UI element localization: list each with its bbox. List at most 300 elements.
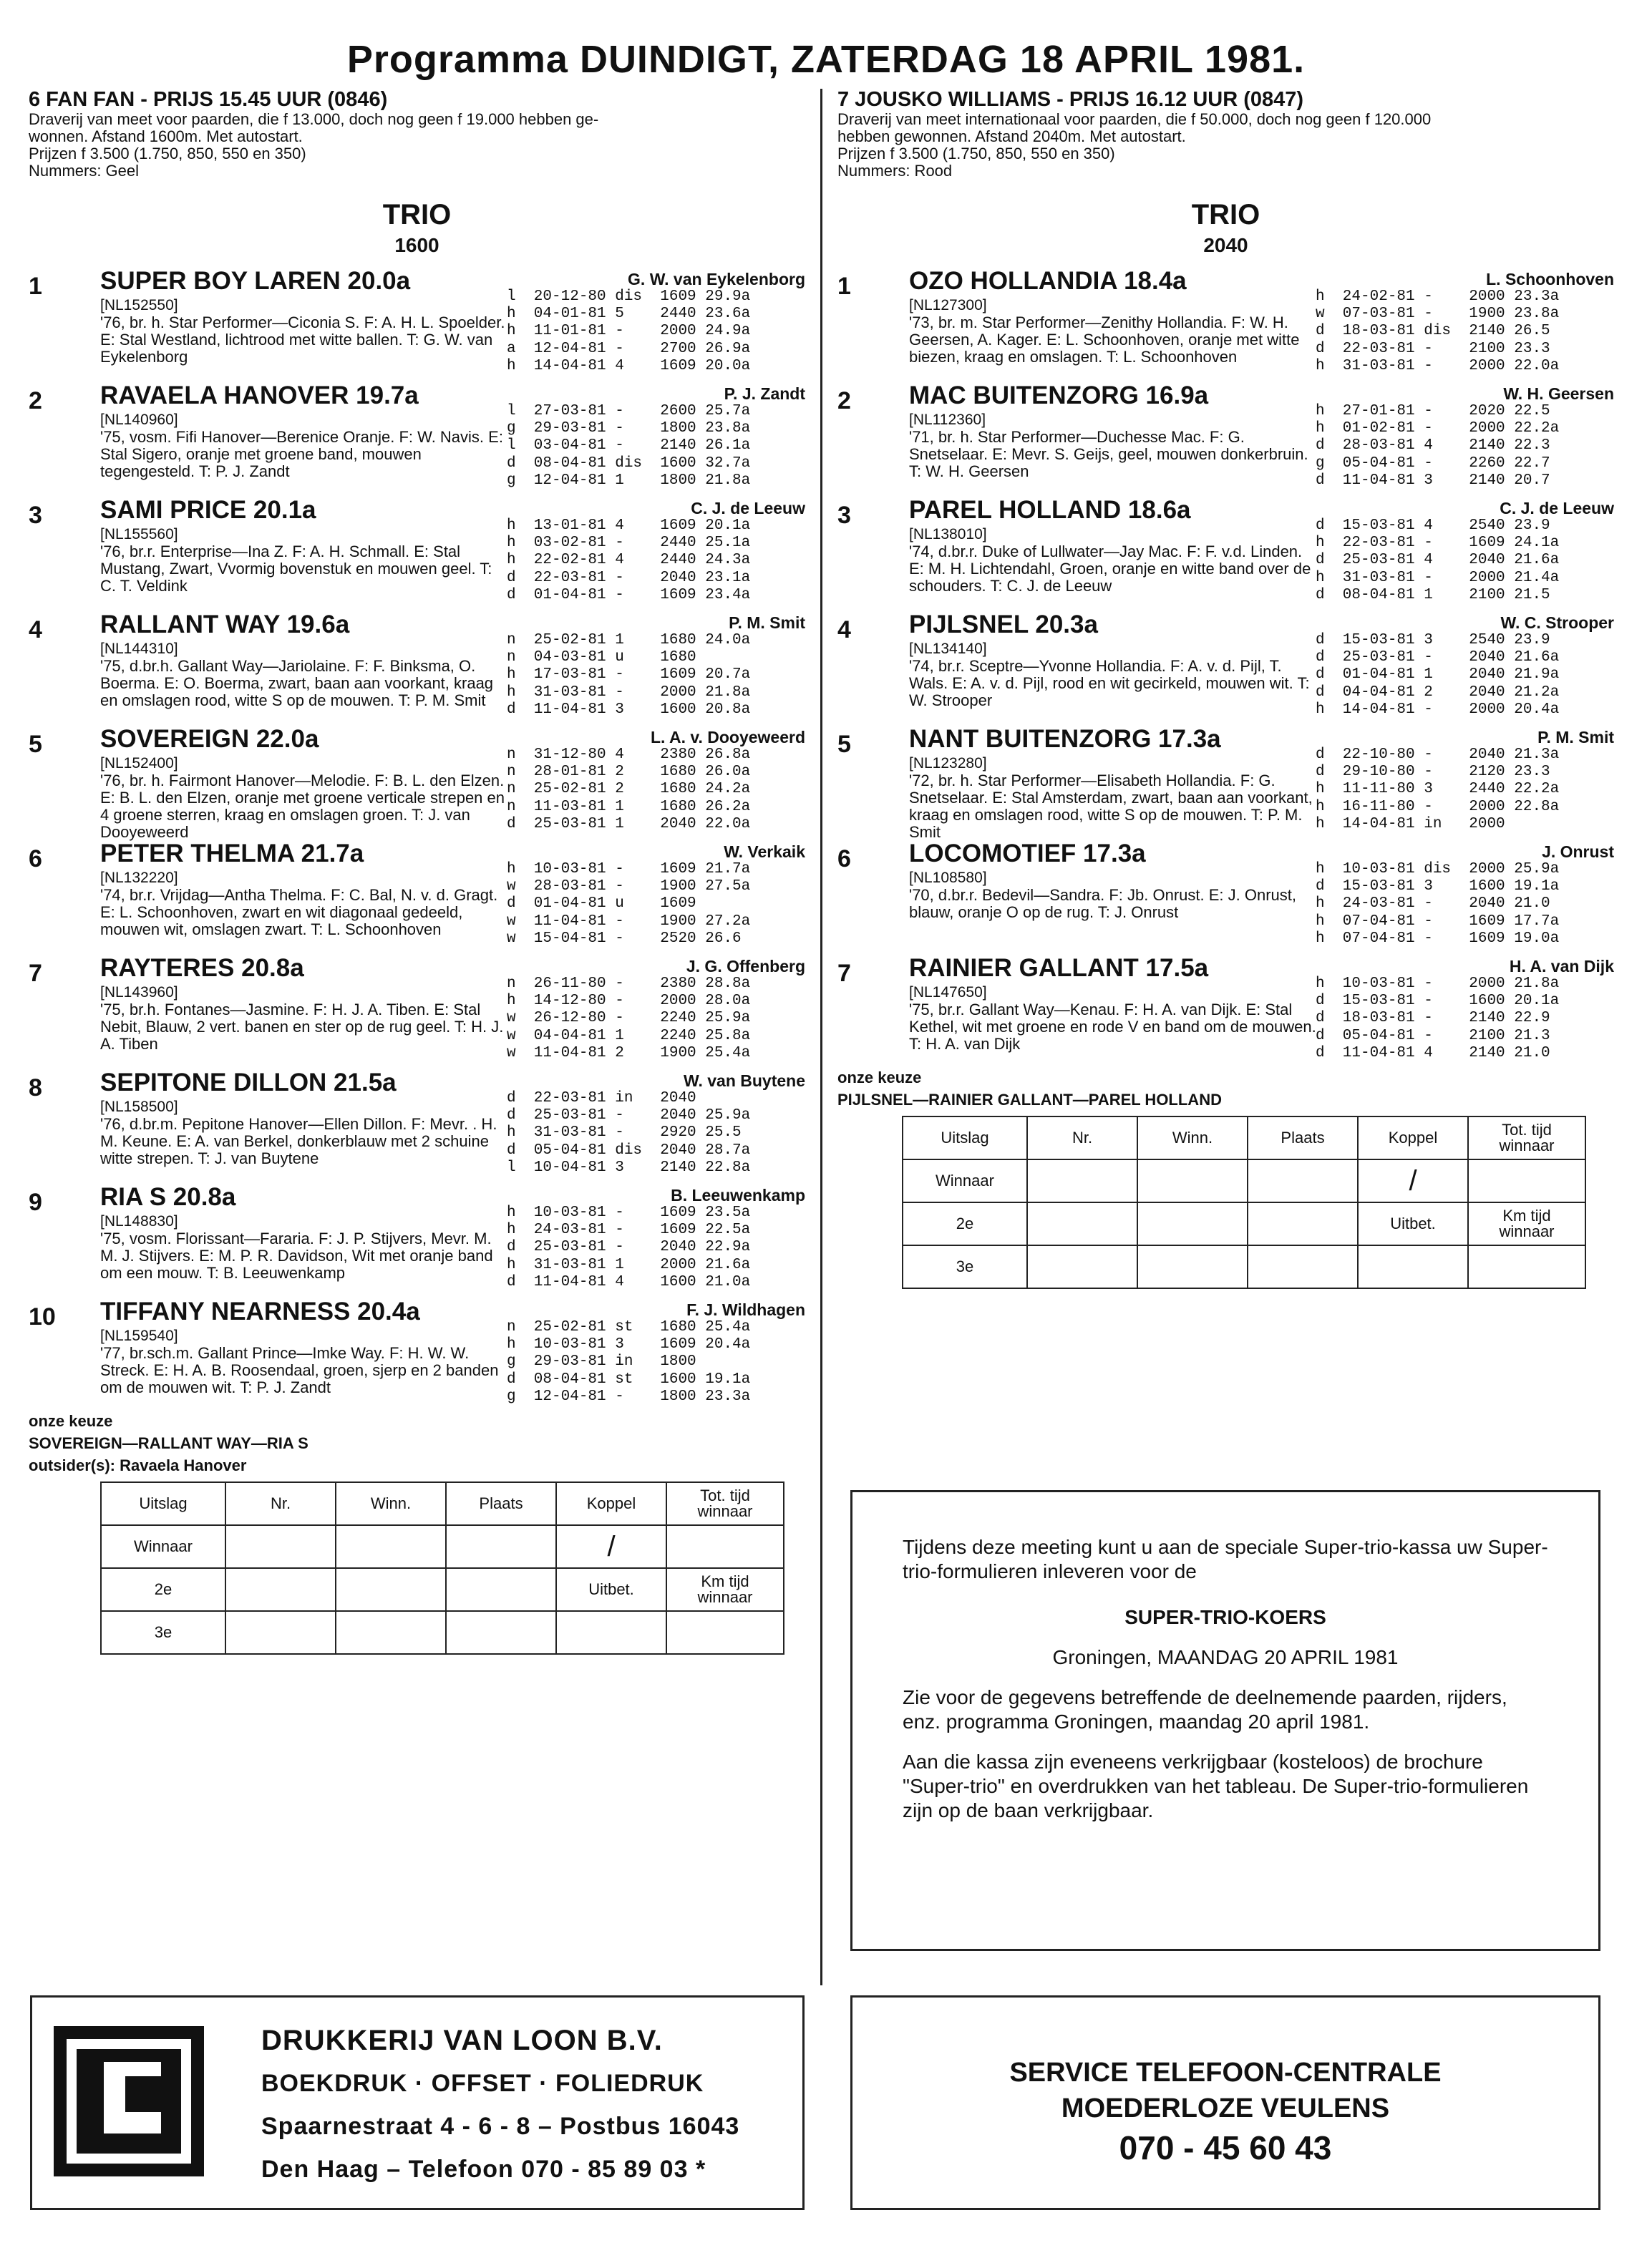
result-line: d 15-03-81 3 1600 19.1a (1316, 878, 1560, 895)
result-line: h 31-03-81 - 2000 22.0a (1316, 357, 1560, 374)
horse-entry (837, 496, 1614, 603)
result-line: d 08-04-81 dis 1600 32.7a (507, 454, 751, 472)
result-line: d 08-04-81 st 1600 19.1a (507, 1371, 751, 1388)
result-line: h 16-11-80 - 2000 22.8a (1316, 798, 1560, 815)
bet-table-header: Tot. tijd winnaar (1468, 1116, 1585, 1159)
horse-entry (837, 954, 1614, 1061)
result-line: d 05-04-81 dis 2040 28.7a (507, 1142, 751, 1159)
horse-results (1316, 517, 1559, 604)
result-line: a 12-04-81 - 2700 26.9a (507, 340, 751, 357)
bet-table-cell (556, 1611, 666, 1654)
bet-table-input-cell[interactable] (225, 1525, 336, 1568)
bet-table-input-cell[interactable] (1468, 1159, 1585, 1202)
result-line: h 31-03-81 1 2000 21.6a (507, 1256, 751, 1273)
bet-table-cell (666, 1611, 784, 1654)
info-date: Groningen, MAANDAG 20 APRIL 1981 (1052, 1646, 1399, 1668)
horse-description: '72, br. h. Star Performer—Elisabeth Hollandia. F: G. Snetselaar. E: Stal Amsterdam, zwart, baan aan voorkant, kraag en omslagen rood, witte S op de mouwen. T: P. M. Smit (909, 772, 1313, 841)
race-7-column (837, 89, 1614, 1289)
outsider-picks: outsider(s): Ravaela Hanover (29, 1456, 247, 1474)
bet-table-input-cell[interactable] (1027, 1245, 1137, 1288)
horse-name: TIFFANY NEARNESS 20.4a (100, 1298, 420, 1325)
bet-table-row (101, 1611, 784, 1654)
bet-table-input-cell[interactable] (446, 1525, 556, 1568)
trainer-name: W. van Buytene (684, 1071, 805, 1090)
trainer-name: W. H. Geersen (1503, 384, 1614, 403)
bet-table-input-cell[interactable] (1027, 1159, 1137, 1202)
uitbet-label: Uitbet. (1358, 1202, 1468, 1245)
result-line: d 25-03-81 - 2040 25.9a (507, 1107, 751, 1124)
result-line: w 07-03-81 - 1900 23.8a (1316, 306, 1560, 323)
race-conditions: Draverij van meet internationaal voor paarden, die f 50.000, doch nog geen f 120.000 (837, 110, 1432, 128)
result-line: n 25-02-81 st 1680 25.4a (507, 1319, 751, 1335)
race-conditions: hebben gewonnen. Afstand 2040m. Met autostart. (837, 127, 1186, 145)
result-line: l 03-04-81 - 2140 26.1a (507, 437, 751, 454)
horse-code: [NL140960] (100, 412, 178, 428)
horse-number: 1 (29, 273, 42, 300)
horse-number: 3 (29, 502, 42, 529)
service-subtitle: MOEDERLOZE VEULENS (1061, 2093, 1390, 2123)
horse-entry (29, 1069, 805, 1176)
bet-table-row-label: 2e (903, 1202, 1027, 1245)
horse-entry (29, 1298, 805, 1405)
horse-name: SAMI PRICE 20.1a (100, 496, 316, 524)
column-divider (820, 89, 822, 1985)
result-line: d 15-03-81 3 2540 23.9 (1316, 632, 1550, 648)
result-line: h 24-02-81 - 2000 23.3a (1316, 288, 1560, 305)
horse-name: RAVAELA HANOVER 19.7a (100, 381, 419, 409)
horse-results (1316, 975, 1559, 1062)
service-title: SERVICE TELEFOON-CENTRALE (1009, 2058, 1442, 2088)
km-tijd-label: Km tijd winnaar (666, 1568, 784, 1611)
horse-description: '74, d.br.r. Duke of Lullwater—Jay Mac. F: F. v.d. Linden. E: M. H. Lichtendahl, Groen, oranje en witte band over de schouders. T: C. J. de Leeuw (909, 542, 1311, 595)
horse-code: [NL138010] (909, 526, 987, 542)
trainer-name: G. W. van Eykelenborg (628, 270, 805, 288)
horse-number: 2 (29, 387, 42, 414)
bet-table-header: Uitslag (903, 1116, 1027, 1159)
bet-table-input-cell[interactable] (446, 1611, 556, 1654)
bet-table-input-cell[interactable] (336, 1568, 446, 1611)
horse-number: 8 (29, 1074, 42, 1101)
result-line: d 01-04-81 u 1609 (507, 895, 696, 913)
bet-table-row-label: 3e (903, 1245, 1027, 1288)
horse-entry (29, 840, 805, 947)
horse-number: 6 (29, 845, 42, 872)
keuze-label: onze keuze (837, 1069, 922, 1086)
horse-code: [NL143960] (100, 984, 178, 1001)
horse-code: [NL148830] (100, 1213, 178, 1230)
bet-table-row-label: Winnaar (101, 1525, 225, 1568)
result-line: d 25-03-81 1 2040 22.0a (507, 815, 751, 832)
trio-label: TRIO (382, 199, 452, 230)
result-line: h 22-02-81 4 2440 24.3a (507, 552, 751, 569)
horse-entry (29, 954, 805, 1061)
result-line: d 04-04-81 2 2040 21.2a (1316, 683, 1560, 701)
result-line: h 03-02-81 - 2440 25.1a (507, 535, 751, 552)
bet-table-input-cell[interactable] (1248, 1245, 1358, 1288)
horse-name: PETER THELMA 21.7a (100, 840, 364, 867)
result-line: d 25-03-81 - 2040 22.9a (507, 1239, 751, 1256)
horse-number: 6 (837, 845, 851, 872)
horse-results (507, 517, 750, 604)
bet-table-row (903, 1159, 1585, 1202)
horse-code: [NL134140] (909, 641, 987, 657)
horse-entry (29, 725, 805, 841)
horse-code: [NL147650] (909, 984, 987, 1001)
horse-results (507, 746, 750, 833)
bet-table-row-label: Winnaar (903, 1159, 1027, 1202)
horse-results (1316, 746, 1559, 833)
result-line: h 10-03-81 - 2000 21.8a (1316, 975, 1560, 992)
horse-description: '76, br. h. Fairmont Hanover—Melodie. F: B. L. den Elzen. E: B. L. den Elzen, oranje met groene verticale strepen en 4 groene sterren, kraag en omslagen groen. T: J. van Dooyeweerd (100, 772, 505, 841)
result-line: d 05-04-81 - 2100 21.3 (1316, 1027, 1550, 1044)
service-ad (850, 1995, 1600, 2210)
bet-table-row (101, 1525, 784, 1568)
result-line: w 28-03-81 - 1900 27.5a (507, 878, 751, 895)
result-line: h 17-03-81 - 1609 20.7a (507, 666, 751, 683)
trainer-name: W. Verkaik (724, 842, 805, 861)
drukkerij-name: DRUKKERIJ VAN LOON B.V. (261, 2025, 663, 2056)
horse-results (1316, 288, 1559, 375)
bet-table-input-cell[interactable] (1027, 1202, 1137, 1245)
horse-number: 5 (29, 731, 42, 758)
horse-entry (837, 381, 1614, 489)
result-line: h 31-03-81 - 2000 21.4a (1316, 569, 1560, 586)
result-line: n 11-03-81 1 1680 26.2a (507, 798, 751, 815)
trainer-name: W. C. Strooper (1500, 613, 1614, 632)
trio-label: TRIO (1191, 199, 1260, 230)
bet-table-header: Plaats (1248, 1116, 1358, 1159)
horse-name: OZO HOLLANDIA 18.4a (909, 267, 1187, 295)
trainer-name: J. G. Offenberg (686, 957, 805, 975)
result-line: h 24-03-81 - 1609 22.5a (507, 1222, 751, 1239)
horse-name: SUPER BOY LAREN 20.0a (100, 267, 411, 295)
result-line: d 29-10-80 - 2120 23.3 (1316, 764, 1550, 781)
result-line: n 04-03-81 u 1680 (507, 649, 696, 666)
horse-description: '77, br.sch.m. Gallant Prince—Imke Way. F: H. W. W. Streck. E: H. A. B. Roosendaal, groen, sjerp en 2 banden om de mouwen wit. T: P. J. Zandt (100, 1344, 499, 1396)
bet-table-input-cell[interactable] (336, 1525, 446, 1568)
horse-name: RALLANT WAY 19.6a (100, 610, 350, 638)
bet-table-header: Tot. tijd winnaar (666, 1482, 784, 1525)
horse-entry (837, 267, 1614, 374)
result-line: h 10-03-81 - 1609 23.5a (507, 1205, 751, 1221)
result-line: d 25-03-81 - 2040 21.6a (1316, 649, 1560, 666)
horse-description: '73, br. m. Star Performer—Zenithy Hollandia. F: W. H. Geersen, A. Kager. E: L. Schoonhoven, oranje met witte biezen, kraag en omslagen. T: L. Schoonhoven (909, 313, 1300, 366)
result-line: h 07-04-81 - 1609 19.0a (1316, 930, 1560, 947)
result-line: d 22-03-81 - 2040 23.1a (507, 569, 751, 586)
bet-table-input-cell[interactable] (446, 1568, 556, 1611)
horse-description: '70, d.br.r. Bedevil—Sandra. F: Jb. Onrust. E: J. Onrust, blauw, oranje O op de rug. T: J. Onrust (909, 886, 1296, 921)
horse-description: '71, br. h. Star Performer—Duchesse Mac. F: G. Snetselaar. E: Mevr. S. Geijs, geel, mouwen donkerbruin. T: W. H. Geersen (909, 428, 1308, 480)
race-header: 7 JOUSKO WILLIAMS - PRIJS 16.12 UUR (0847) (837, 88, 1304, 111)
race-distance: 2040 (1203, 234, 1248, 256)
bet-table-header: Koppel (556, 1482, 666, 1525)
bet-table-input-cell[interactable] (225, 1568, 336, 1611)
horse-name: LOCOMOTIEF 17.3a (909, 840, 1146, 867)
result-line: h 04-01-81 5 2440 23.6a (507, 306, 751, 323)
result-line: d 11-04-81 3 2140 20.7 (1316, 472, 1550, 489)
result-line: n 31-12-80 4 2380 26.8a (507, 746, 751, 763)
result-line: h 14-04-81 - 2000 20.4a (1316, 701, 1560, 718)
horse-number: 3 (837, 502, 851, 529)
result-line: h 31-03-81 - 2000 21.8a (507, 683, 751, 701)
race-header: 6 FAN FAN - PRIJS 15.45 UUR (0846) (29, 88, 388, 111)
horse-description: '74, br.r. Sceptre—Yvonne Hollandia. F: A. v. d. Pijl, T. Wals. E: A. v. d. Pijl, rood en wit gecirkeld, mouwen wit. T: W. Strooper (909, 657, 1310, 709)
result-line: g 12-04-81 - 1800 23.3a (507, 1388, 751, 1405)
bet-table-input-cell[interactable] (666, 1525, 784, 1568)
bet-table-header: Winn. (336, 1482, 446, 1525)
horse-name: PAREL HOLLAND 18.6a (909, 496, 1191, 524)
horse-results (1316, 632, 1559, 719)
result-line: h 10-03-81 - 1609 21.7a (507, 861, 751, 877)
result-line: h 01-02-81 - 2000 22.2a (1316, 420, 1560, 437)
race-distance: 1600 (394, 234, 439, 256)
horse-results (507, 975, 750, 1062)
result-line: d 22-03-81 - 2100 23.3 (1316, 340, 1550, 357)
bet-table-input-cell[interactable] (1248, 1202, 1358, 1245)
bet-table-header-row (903, 1116, 1585, 1159)
horse-name: SEPITONE DILLON 21.5a (100, 1069, 397, 1096)
result-line: d 15-03-81 - 1600 20.1a (1316, 993, 1560, 1010)
bet-table-cell (1358, 1245, 1468, 1288)
koppel-mark: / (556, 1525, 666, 1568)
bet-table (100, 1481, 784, 1655)
keuze-label: onze keuze (29, 1412, 113, 1430)
result-line: h 31-03-81 - 2920 25.5 (507, 1124, 742, 1142)
horse-code: [NL108580] (909, 870, 987, 886)
horse-entry (837, 840, 1614, 947)
horse-description: '75, br.r. Gallant Way—Kenau. F: H. A. van Dijk. E: Stal Kethel, wit met groene en rode V en band om de mouwen. T: H. A. van Dijk (909, 1001, 1316, 1053)
horse-number: 9 (29, 1189, 42, 1216)
horse-name: RAYTERES 20.8a (100, 954, 304, 982)
horse-results (1316, 861, 1559, 948)
info-intro: Tijdens deze meeting kunt u aan de speciale Super-trio-kassa uw Super-trio-formulieren inleveren voor de (903, 1536, 1548, 1582)
result-line: d 08-04-81 1 2100 21.5 (1316, 586, 1550, 603)
result-line: h 11-01-81 - 2000 24.9a (507, 323, 751, 340)
horse-number: 2 (837, 387, 851, 414)
horse-description: '75, d.br.h. Gallant Way—Jariolaine. F: F. Binksma, O. Boerma. E: O. Boerma, zwart, baan aan voorkant, kraag en omslagen rood, witte S op de mouwen. T: P. M. Smit (100, 657, 494, 709)
bet-table-input-cell[interactable] (1137, 1202, 1248, 1245)
horse-name: NANT BUITENZORG 17.3a (909, 725, 1221, 753)
bet-table-input-cell[interactable] (225, 1611, 336, 1654)
trainer-name: J. Onrust (1542, 842, 1614, 861)
horse-code: [NL155560] (100, 526, 178, 542)
bet-table-input-cell[interactable] (336, 1611, 446, 1654)
keuze-picks: SOVEREIGN—RALLANT WAY—RIA S (29, 1434, 308, 1452)
service-phone: 070 - 45 60 43 (1119, 2129, 1332, 2166)
horse-name: RIA S 20.8a (100, 1183, 236, 1211)
result-line: h 14-04-81 4 1609 20.0a (507, 357, 751, 374)
uitbet-label: Uitbet. (556, 1568, 666, 1611)
trainer-name: H. A. van Dijk (1509, 957, 1614, 975)
horse-number: 1 (837, 273, 851, 300)
horse-number: 5 (837, 731, 851, 758)
result-line: g 29-03-81 in 1800 (507, 1353, 696, 1371)
result-line: d 22-03-81 in 2040 (507, 1090, 696, 1106)
trainer-name: C. J. de Leeuw (691, 499, 805, 517)
bet-table-row (903, 1202, 1585, 1245)
race-conditions: wonnen. Afstand 1600m. Met autostart. (29, 127, 303, 145)
horse-code: [NL132220] (100, 870, 178, 886)
result-line: g 12-04-81 1 1800 21.8a (507, 472, 751, 489)
horse-number: 4 (29, 616, 42, 643)
trainer-name: L. Schoonhoven (1486, 270, 1614, 288)
horse-number: 10 (29, 1303, 56, 1330)
horse-results (1316, 403, 1559, 490)
result-line: h 07-04-81 - 1609 17.7a (1316, 913, 1560, 930)
horse-results (507, 1319, 750, 1406)
horse-number: 7 (837, 960, 851, 987)
km-tijd-label: Km tijd winnaar (1468, 1202, 1585, 1245)
result-line: n 26-11-80 - 2380 28.8a (507, 975, 751, 992)
info-brochure: Aan die kassa zijn eveneens verkrijgbaar (kosteloos) de brochure "Super-trio" en overdrukken van het tableau. De Super-trio-formulieren zijn op de baan verkrijgbaar. (903, 1751, 1529, 1821)
result-line: h 27-01-81 - 2020 22.5 (1316, 403, 1550, 419)
koppel-mark: / (1358, 1159, 1468, 1202)
drukkerij-ad (30, 1995, 805, 2210)
result-line: h 14-04-81 in 2000 (1316, 815, 1505, 832)
horse-code: [NL158500] (100, 1099, 178, 1115)
horse-entry (837, 725, 1614, 841)
horse-code: [NL152550] (100, 297, 178, 313)
horse-description: '75, br.h. Fontanes—Jasmine. F: H. J. A. Tiben. E: Stal Nebit, Blauw, 2 vert. banen en ster op de rug geel. T: H. J. A. Tiben (100, 1001, 504, 1053)
horse-description: '76, br. h. Star Performer—Ciconia S. F: A. H. L. Spoelder. E: Stal Westland, lichtrood met witte ballen. T: G. W. van Eykelenborg (100, 313, 505, 366)
result-line: w 26-12-80 - 2240 25.9a (507, 1010, 751, 1027)
bet-table-row-label: 3e (101, 1611, 225, 1654)
result-line: d 15-03-81 4 2540 23.9 (1316, 517, 1550, 534)
result-line: d 01-04-81 - 1609 23.4a (507, 586, 751, 603)
keuze-picks: PIJLSNEL—RAINIER GALLANT—PAREL HOLLAND (837, 1091, 1222, 1109)
result-line: h 14-12-80 - 2000 28.0a (507, 993, 751, 1010)
result-line: w 11-04-81 2 1900 25.4a (507, 1044, 751, 1061)
horse-entry (29, 1183, 805, 1290)
result-line: d 11-04-81 3 1600 20.8a (507, 701, 751, 718)
bet-table-header: Uitslag (101, 1482, 225, 1525)
horse-entry (837, 610, 1614, 718)
horse-results (507, 403, 750, 490)
drukkerij-address: Spaarnestraat 4 - 6 - 8 – Postbus 16043 (261, 2113, 740, 2140)
result-line: d 28-03-81 4 2140 22.3 (1316, 437, 1550, 454)
horse-name: PIJLSNEL 20.3a (909, 610, 1098, 638)
bet-table-row (101, 1568, 784, 1611)
horse-entry (29, 267, 805, 374)
result-line: n 25-02-81 1 1680 24.0a (507, 632, 751, 648)
trainer-name: L. A. v. Dooyeweerd (651, 728, 805, 746)
bet-table-input-cell[interactable] (1137, 1245, 1248, 1288)
horse-results (507, 288, 750, 375)
result-line: d 22-10-80 - 2040 21.3a (1316, 746, 1560, 763)
result-line: n 28-01-81 2 1680 26.0a (507, 764, 751, 781)
trainer-name: P. M. Smit (1537, 728, 1614, 746)
horse-number: 4 (837, 616, 851, 643)
info-details: Zie voor de gegevens betreffende de deelnemende paarden, rijders, enz. programma Groningen, maandag 20 april 1981. (903, 1686, 1507, 1733)
horse-description: '76, br.r. Enterprise—Ina Z. F: A. H. Schmall. E: Stal Mustang, Zwart, Vvormig bovenstuk en mouwen geel. T: C. T. Veldink (100, 542, 492, 595)
bet-table-row (903, 1245, 1585, 1288)
result-line: w 15-04-81 - 2520 26.6 (507, 930, 742, 947)
horse-name: RAINIER GALLANT 17.5a (909, 954, 1209, 982)
bet-table-header: Winn. (1137, 1116, 1248, 1159)
drukkerij-services: BOEKDRUK · OFFSET · FOLIEDRUK (261, 2070, 704, 2097)
race-conditions: Draverij van meet voor paarden, die f 13.000, doch nog geen f 19.000 hebben ge- (29, 110, 599, 128)
horse-number: 7 (29, 960, 42, 987)
result-line: g 29-03-81 - 1800 23.8a (507, 420, 751, 437)
bet-table-header: Nr. (225, 1482, 336, 1525)
horse-code: [NL144310] (100, 641, 178, 657)
page-title: Programma DUINDIGT, ZATERDAG 18 APRIL 1981. (346, 38, 1306, 81)
result-line: h 24-03-81 - 2040 21.0 (1316, 895, 1550, 913)
horse-name: MAC BUITENZORG 16.9a (909, 381, 1209, 409)
horse-entry (29, 610, 805, 718)
trainer-name: P. J. Zandt (724, 384, 805, 403)
trainer-name: C. J. de Leeuw (1500, 499, 1614, 517)
horse-code: [NL123280] (909, 755, 987, 772)
result-line: d 01-04-81 1 2040 21.9a (1316, 666, 1560, 683)
result-line: l 27-03-81 - 2600 25.7a (507, 403, 751, 419)
drukkerij-logo-icon (54, 2026, 204, 2176)
result-line: d 25-03-81 4 2040 21.6a (1316, 552, 1560, 569)
result-line: h 13-01-81 4 1609 20.1a (507, 517, 751, 534)
result-line: d 18-03-81 - 2140 22.9 (1316, 1010, 1550, 1027)
result-line: w 04-04-81 1 2240 25.8a (507, 1027, 751, 1044)
horse-description: '75, vosm. Fifi Hanover—Berenice Oranje. F: W. Navis. E: Stal Sigero, oranje met groene band, mouwen tegengesteld. T: P. J. Zandt (100, 428, 503, 480)
horse-code: [NL112360] (909, 412, 986, 428)
drukkerij-phone: Den Haag – Telefoon 070 - 85 89 03 * (261, 2156, 706, 2183)
horse-results (507, 1090, 750, 1177)
horse-results (507, 1205, 750, 1291)
result-line: n 25-02-81 2 1680 24.2a (507, 781, 751, 798)
horse-code: [NL127300] (909, 297, 987, 313)
result-line: h 10-03-81 3 1609 20.4a (507, 1336, 751, 1353)
result-line: d 18-03-81 dis 2140 26.5 (1316, 323, 1550, 340)
bet-table-header: Koppel (1358, 1116, 1468, 1159)
bet-table-header: Nr. (1027, 1116, 1137, 1159)
bet-table-row-label: 2e (101, 1568, 225, 1611)
horse-description: '75, vosm. Florissant—Fararia. F: J. P. Stijvers, Mevr. M. M. J. Stijvers. E: M. P. R. Davidson, Wit met oranje band om een mouw. T: B. Leeuwenkamp (100, 1230, 493, 1282)
trainer-name: B. Leeuwenkamp (671, 1186, 805, 1205)
horse-code: [NL152400] (100, 755, 178, 772)
race-conditions: Nummers: Geel (29, 162, 140, 180)
race-6-column (29, 89, 805, 1655)
info-super-trio-title: SUPER-TRIO-KOERS (1124, 1606, 1326, 1628)
horse-entry (29, 381, 805, 489)
race-conditions: Prijzen f 3.500 (1.750, 850, 550 en 350) (837, 145, 1115, 162)
bet-table-input-cell[interactable] (1248, 1159, 1358, 1202)
result-line: d 11-04-81 4 1600 21.0a (507, 1273, 751, 1290)
bet-table (902, 1116, 1586, 1289)
trainer-name: P. M. Smit (729, 613, 805, 632)
trainer-name: F. J. Wildhagen (686, 1300, 805, 1319)
horse-code: [NL159540] (100, 1328, 178, 1344)
result-line: d 11-04-81 4 2140 21.0 (1316, 1044, 1550, 1061)
race-conditions: Nummers: Rood (837, 162, 953, 180)
race-conditions: Prijzen f 3.500 (1.750, 850, 550 en 350) (29, 145, 306, 162)
result-line: l 20-12-80 dis 1609 29.9a (507, 288, 751, 305)
result-line: h 22-03-81 - 1609 24.1a (1316, 535, 1560, 552)
result-line: w 11-04-81 - 1900 27.2a (507, 913, 751, 930)
horse-description: '76, d.br.m. Pepitone Hanover—Ellen Dillon. F: Mevr. . H. M. Keune. E: A. van Berkel, donkerblauw met 2 schuine witte strepen. T: J. van Buytene (100, 1115, 497, 1167)
horse-results (507, 861, 750, 948)
bet-table-cell (1468, 1245, 1585, 1288)
bet-table-header-row (101, 1482, 784, 1525)
bet-table-input-cell[interactable] (1137, 1159, 1248, 1202)
result-line: h 10-03-81 dis 2000 25.9a (1316, 861, 1560, 877)
horse-entry (29, 496, 805, 603)
horse-name: SOVEREIGN 22.0a (100, 725, 319, 753)
horse-description: '74, br.r. Vrijdag—Antha Thelma. F: C. Bal, N. v. d. Gragt. E: L. Schoonhoven, zwart en wit diagonaal gedeeld, mouwen wit, omslagen zwart. T: L. Schoonhoven (100, 886, 498, 938)
result-line: l 10-04-81 3 2140 22.8a (507, 1159, 751, 1176)
result-line: h 11-11-80 3 2440 22.2a (1316, 781, 1560, 798)
horse-results (507, 632, 750, 719)
result-line: g 05-04-81 - 2260 22.7 (1316, 454, 1550, 472)
bet-table-header: Plaats (446, 1482, 556, 1525)
